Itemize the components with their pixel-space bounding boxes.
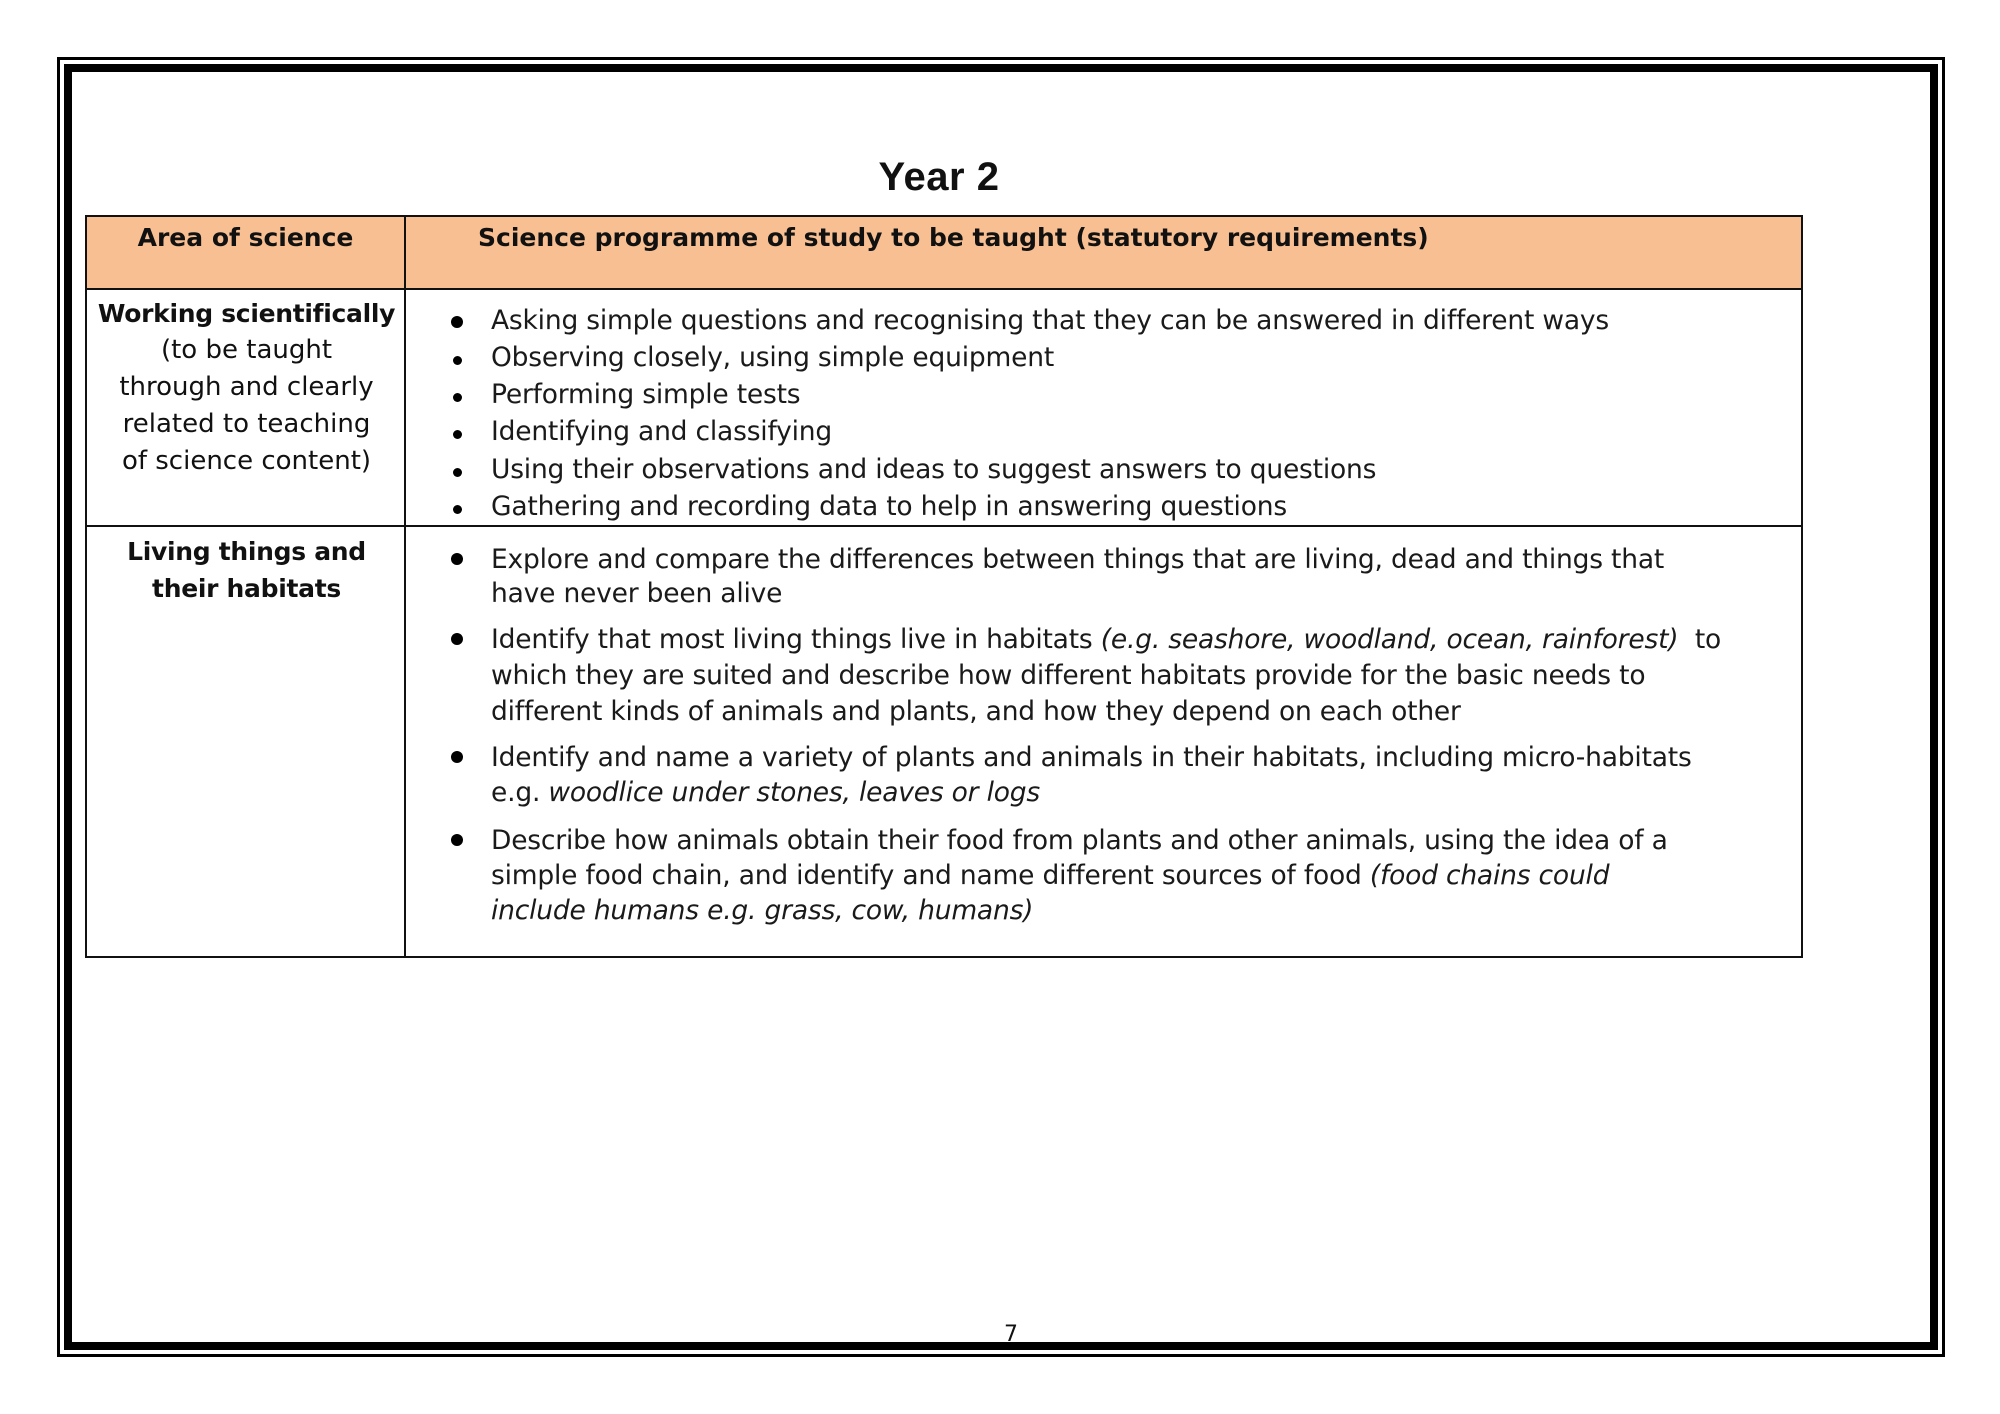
area-note-line: of science content) [121,446,372,476]
list-item-text: different kinds of animals and plants, and how they depend on each other [491,696,1461,727]
header-area-of-science: Area of science [137,223,354,252]
text-run: simple food chain, and identify and name different sources of food [491,860,1370,891]
page-border-inner [64,64,1938,1350]
italic-text-run: (food chains could [1369,860,1610,891]
area-note-line: related to teaching [122,409,371,439]
list-item-text: Identifying and classifying [491,416,832,447]
list-item-text: Observing closely, using simple equipment [491,342,1055,373]
italic-text-run: include humans e.g. grass, cow, humans) [491,895,1034,926]
area-note-line: (to be taught [160,335,333,365]
text-run: e.g. [491,777,549,808]
list-item-text: Gathering and recording data to help in answering questions [491,491,1287,522]
area-title-line: their habitats [152,574,341,603]
text-run: Identify that most living things live in habitats [491,624,1101,655]
list-item-text: have never been alive [491,578,783,609]
list-item-text: Using their observations and ideas to suggest answers to questions [491,454,1377,485]
area-title: Working scientifically [97,299,396,328]
header-programme-of-study: Science programme of study to be taught (statutory requirements) [478,223,1429,252]
page-number: 7 [1004,1322,1018,1347]
italic-text-run: woodlice under stones, leaves or logs [548,777,1041,808]
page-title-text: Year 2 [878,155,1000,199]
text-run: to [1678,624,1722,655]
area-title-line: Living things and [127,537,366,566]
italic-text-run: (e.g. seashore, woodland, ocean, rainforest) [1100,624,1679,655]
list-item-text: Describe how animals obtain their food from plants and other animals, using the idea of a [491,825,1668,856]
list-item-text: Asking simple questions and recognising that they can be answered in different ways [491,305,1610,336]
list-item-text: Identify and name a variety of plants and animals in their habitats, including micro-habitats [491,742,1692,773]
list-item-text: Explore and compare the differences between things that are living, dead and things that [491,544,1665,575]
list-item-text: Performing simple tests [491,379,801,410]
area-note-line: through and clearly [119,372,374,402]
list-item-text: which they are suited and describe how different habitats provide for the basic needs to [491,660,1646,691]
